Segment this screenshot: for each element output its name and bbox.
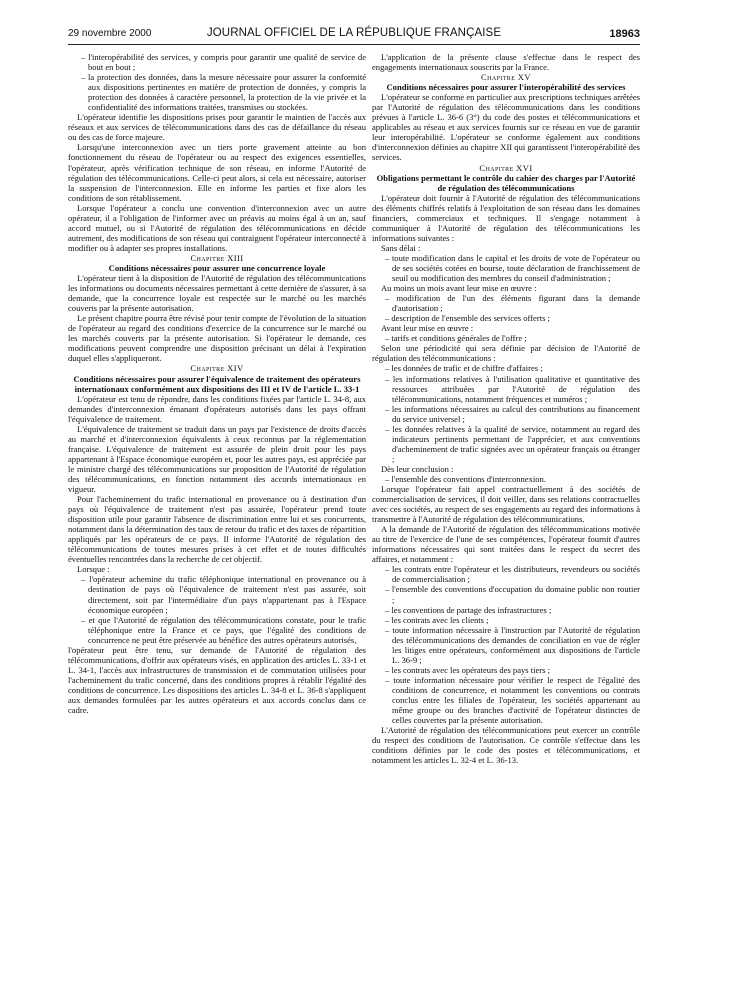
list-item: – l'opérateur achemine du trafic téléphonique international en provenance ou à destination de pays où l'équivalence de traitement n'est pas assurée, soit directement, soit par l'intermédiaire d'un pays n'appartenant pas à l'Espace économique européen ; bbox=[81, 574, 366, 615]
list-item: – l'ensemble des conventions d'occupation du domaine public non routier ; bbox=[385, 584, 640, 605]
paragraph: Avant leur mise en œuvre : bbox=[381, 323, 474, 334]
list-item: – les conventions de partage des infrastructures ; bbox=[385, 604, 552, 615]
paragraph: L'opérateur est tenu de répondre, dans les conditions fixées par l'article L. 34-8, aux demandes d'interconnexion émanant d'opérateurs autorisés dans les pays offrant l'équivalence de traitement. bbox=[68, 393, 366, 424]
list-item: – toute information nécessaire pour vérifier le respect de l'égalité des conditions de concurrence, et notamment les conventions ou contrats conclus entre les filiales de l'opérateur, les sociétés appartenant au même groupe ou des branches d'activité de l'opérateur distinctes de celles couvertes par la présente autorisation. bbox=[385, 674, 640, 726]
paragraph: Selon une périodicité qui sera définie par décision de l'Autorité de régulation des télécommunications : bbox=[372, 343, 640, 364]
paragraph: Lorsque l'opérateur a conclu une convention d'interconnexion avec un autre opérateur, il a l'obligation de l'informer avec un préavis au moins égal à un an, sauf accord mutuel, ou si l'Autorité de régulation des télécommunications en décide autrement, des modifications de son réseau qui contraignent l'opérateur interconnecté à modifier ou à adapter ses propres installations. bbox=[68, 202, 366, 253]
list-item: – les informations nécessaires au calcul des contributions au financement du service universel ; bbox=[385, 403, 640, 424]
list-item: – l'ensemble des conventions d'interconnexion. bbox=[385, 473, 546, 484]
page-header bbox=[68, 28, 640, 45]
list-item: – les contrats entre l'opérateur et les distributeurs, revendeurs ou sociétés de commercialisation ; bbox=[385, 564, 640, 585]
list-item: – les contrats avec les clients ; bbox=[385, 614, 489, 625]
list-item: – description de l'ensemble des services offerts ; bbox=[385, 313, 550, 324]
paragraph: Lorsqu'une interconnexion avec un tiers porte gravement atteinte au bon fonctionnement du réseau de l'opérateur ou au respect des exigences essentielles, l'opérateur, après vérification technique de son réseau, en informe l'Autorité de régulation des télécommunications. Celle-ci peut alors, si cela est nécessaire, autoriser la suspension de l'interconnexion. Elle en informe les parties et fixe alors les conditions de son rétablissement. bbox=[68, 142, 366, 203]
chapter-heading: Chapitre XIV bbox=[190, 363, 244, 374]
issue-date: 29 novembre 2000 bbox=[68, 28, 152, 39]
chapter-title: Obligations permettant le contrôle du cahier des charges par l'Autorité de régulation des télécommunications bbox=[376, 172, 636, 193]
list-item: – toute modification dans le capital et les droits de vote de l'opérateur ou de ses sociétés cotées en bourse, toute déclaration de franchissement de seuil ou modification des membres du conseil d'administration ; bbox=[385, 252, 640, 284]
chapter-title: Conditions nécessaires pour assurer l'équivalence de traitement des opérateurs internationaux conformément aux dispositions des III et IV de l'article L. 33-1 bbox=[73, 373, 361, 394]
list-item: – modification de l'un des éléments figurant dans la demande d'autorisation ; bbox=[385, 293, 640, 314]
paragraph: L'opérateur identifie les dispositions prises pour garantir le maintien de l'accès aux réseaux et aux services de télécommunications dans des cas de défaillance du réseau ou des cas de force majeure. bbox=[68, 112, 366, 143]
paragraph: L'Autorité de régulation des télécommunications peut exercer un contrôle du respect des conditions de l'autorisation. Ce contrôle s'effectue dans les conditions définies par le code des postes et télécommunications, et notamment les articles L. 32-4 et L. 36-13. bbox=[372, 725, 640, 766]
paragraph: Lorsque l'opérateur fait appel contractuellement à des sociétés de commercialisation de services, il doit veiller, dans ses relations contractuelles avec ces sociétés, au respect de ses engagements au regard des informations à transmettre à l'Autorité de régulation des télécommunications. bbox=[372, 484, 640, 525]
list-item: – les contrats avec les opérateurs des pays tiers ; bbox=[385, 664, 550, 675]
paragraph: Sans délai : bbox=[381, 242, 421, 253]
paragraph: L'équivalence de traitement se traduit dans un pays par l'existence de droits d'accès au marché et d'interconnexion équivalents à ceux reconnus par la réglementation française. L'équivalence de traitement est assurée de plein droit pour les pays appartenant à l'Espace économique européen et, pour les autres pays, est appréciée par le ministre chargé des télécommunications sur proposition de l'Autorité de régulation des télécommunications, en fonction notamment des accords internationaux en vigueur. bbox=[68, 423, 366, 495]
paragraph: Le présent chapitre pourra être révisé pour tenir compte de l'évolution de la situation de l'opérateur au regard des conditions d'exercice de la concurrence sur le marché ou les marchés couverts par la présente autorisation. Si l'opérateur le demande, ces modifications peuvent comprendre une disposition précisant un délai à l'expiration duquel elles s'appliqueront. bbox=[68, 313, 366, 364]
list-item: – la protection des données, dans la mesure nécessaire pour assurer la conformité aux dispositions pertinentes en matière de protection de données, y compris la protection des données à caractère personnel, la protection de la vie privée et la confidentialité des informations traitées, transmises ou stockées. bbox=[81, 72, 366, 113]
list-item: – tarifs et conditions générales de l'offre ; bbox=[385, 333, 527, 344]
paragraph: L'opérateur doit fournir à l'Autorité de régulation des télécommunications des éléments chiffrés relatifs à l'exploitation de son réseau dans les domaines financiers, commerciaux et techniques. Il s'engage notamment à communiquer à l'Autorité de régulation des télécommunications les informations suivantes : bbox=[372, 192, 640, 243]
paragraph: L'opérateur tient à la disposition de l'Autorité de régulation des télécommunications les informations ou documents nécessaires permettant à cette dernière de s'assurer, à sa demande, que la concurrence loyale est respectée sur le marché ou les marchés couverts par la présente autorisation. bbox=[68, 273, 366, 314]
chapter-heading: Chapitre XIII bbox=[190, 252, 244, 263]
list-item: – les données de trafic et de chiffre d'affaires ; bbox=[385, 363, 543, 374]
chapter-heading: Chapitre XVI bbox=[479, 162, 533, 173]
paragraph: A la demande de l'Autorité de régulation des télécommunications motivée au titre de l'exercice de l'une de ses compétences, l'opérateur fournit d'autres informations nécessaires qui sont traitées dans le respect du secret des affaires, et notamment : bbox=[372, 524, 640, 565]
paragraph: Dès leur conclusion : bbox=[381, 463, 454, 474]
paragraph: Lorsque : bbox=[77, 564, 110, 575]
list-item: – les données relatives à la qualité de service, notamment au regard des indicateurs pertinents permettant de l'apprécier, et aux conventions d'acheminement de trafic signées avec un opérateur français ou étranger ; bbox=[385, 423, 640, 464]
paragraph: Pour l'acheminement du trafic international en provenance ou à destination d'un pays où l'équivalence de traitement n'est pas assurée, l'opérateur prend toute disposition utile pour garantir l'absence de discrimination entre lui et ses concurrents, notamment dans la détermination des taux de retour du trafic et des taxes de répartition appliqués par les opérateurs de ce pays. Il informe l'Autorité de régulation des télécommunications de toutes mesures prises à cet effet et de toutes difficultés éventuelles rencontrées dans la recherche de cet objectif. bbox=[68, 494, 366, 565]
chapter-heading: Chapitre XV bbox=[481, 72, 531, 83]
chapter-title: Conditions nécessaires pour assurer une concurrence loyale bbox=[108, 262, 326, 273]
list-item: – et que l'Autorité de régulation des télécommunications constate, pour le trafic téléphonique entre la France et ce pays, que l'égalité des conditions de concurrence ne peut être préservée au bénéfice des autres opérateurs autorisés, bbox=[81, 614, 366, 645]
paragraph: L'opérateur se conforme en particulier aux prescriptions techniques arrêtées par l'Autorité de régulation des télécommunications dans les conditions prévues à l'article L. 36-6 (3°) du code des postes et télécommunications et applicables au réseau et aux services fournis sur ce réseau en vue de garantir leur interopérabilité. L'opérateur se conforme également aux conditions d'interconnexion définies au chapitre XII qui garantissent l'interopérabilité des services. bbox=[372, 92, 640, 163]
journal-title: JOURNAL OFFICIEL DE LA RÉPUBLIQUE FRANÇAISE bbox=[206, 27, 502, 39]
right-column bbox=[372, 52, 640, 765]
chapter-title: Conditions nécessaires pour assurer l'interopérabilité des services bbox=[386, 82, 626, 93]
list-item: – l'interopérabilité des services, y compris pour garantir une qualité de service de bout en bout ; bbox=[81, 52, 366, 73]
list-item: – les informations relatives à l'utilisation qualitative et quantitative des ressources attribuées par l'Autorité de régulation des télécommunications, notamment fréquences et numéros ; bbox=[385, 373, 640, 404]
paragraph: l'opérateur peut être tenu, sur demande de l'Autorité de régulation des télécommunications, d'offrir aux opérateurs visés, en application des articles L. 33-1 et L. 34-1, l'accès aux infrastructures de transmission et de commutation utilisées pour l'acheminement du trafic concerné, dans des conditions propres à rétablir l'égalité des conditions de concurrence. Les dispositions des articles L. 34-8 et L. 36-8 s'appliquent aux demandes formulées par les autres opérateurs et aux accords conclus dans ce cadre. bbox=[68, 644, 366, 716]
paragraph: L'application de la présente clause s'effectue dans le respect des engagements internationaux souscrits par la France. bbox=[372, 52, 640, 73]
page-number: 18963 bbox=[609, 28, 640, 40]
paragraph: Au moins un mois avant leur mise en œuvre : bbox=[381, 283, 537, 294]
list-item: – toute information nécessaire à l'instruction par l'Autorité de régulation des télécommunications des demandes de conciliation en vue de régler les litiges entre opérateurs, conformément aux dispositions de l'article L. 36-9 ; bbox=[385, 624, 640, 665]
left-column bbox=[68, 52, 366, 715]
